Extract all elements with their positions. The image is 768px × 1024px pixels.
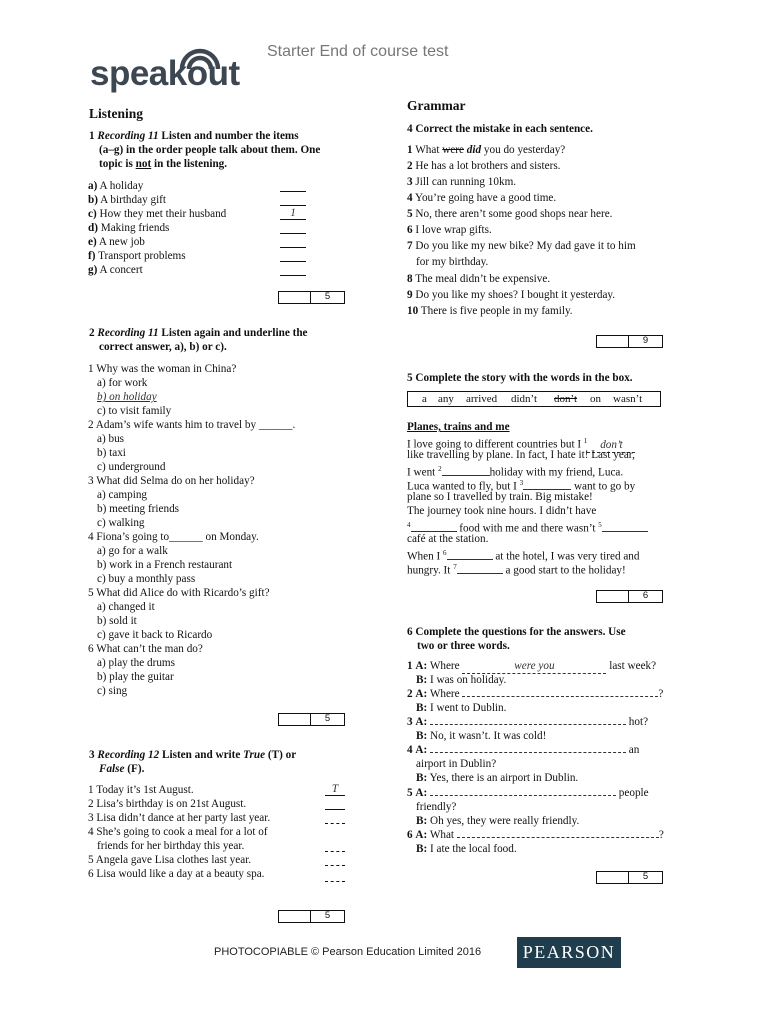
q6-a-3: 3 A: hot? (407, 716, 649, 728)
q4-item-7-cont: for my birthday. (416, 256, 489, 268)
q2-option[interactable]: c) to visit family (97, 405, 172, 417)
listening-heading: Listening (89, 106, 144, 121)
q1-item-a: a) A holiday (88, 180, 144, 192)
q6-answer-4[interactable] (430, 752, 626, 753)
q6-b-4: B: Yes, there is an airport in Dublin. (416, 772, 579, 784)
q6-b-3: B: No, it wasn’t. It was cold! (416, 730, 547, 742)
logo-part-speak: speak (90, 54, 187, 93)
q2-option[interactable]: c) gave it back to Ricardo (97, 629, 213, 641)
q6-a-2: 2 A: Where ? (407, 688, 664, 700)
q3-item-3: 3 Lisa didn’t dance at her party last year. (88, 812, 271, 824)
q4-item-4: 4 You’re going have a good time. (407, 192, 557, 204)
q6-answer-1[interactable]: were you (462, 659, 606, 674)
q2-option[interactable]: a) changed it (97, 601, 155, 613)
q2-option[interactable]: b) meeting friends (97, 503, 180, 515)
q2-option[interactable]: a) bus (97, 433, 125, 445)
q1-answer-g[interactable] (280, 263, 306, 276)
word-box-word: a (422, 393, 427, 405)
q4-item-10: 10 There is five people in my family. (407, 305, 573, 317)
q6-answer-6[interactable] (457, 837, 659, 838)
q2-option[interactable]: a) play the drums (97, 657, 175, 669)
q2-instructions: 2 Recording 11 Listen again and underline the correct answer, a), b) or c). (89, 327, 308, 353)
q2-option[interactable]: c) underground (97, 461, 166, 473)
word-box-word: any (438, 393, 454, 405)
test-title: Starter End of course test (267, 43, 449, 60)
q3-answer-2[interactable] (325, 797, 345, 810)
q2-score-box: 5 (278, 713, 345, 726)
logo-part-o: o (186, 54, 208, 93)
q2-option[interactable]: b) sold it (97, 615, 137, 627)
q3-item-4: 4 She’s going to cook a meal for a lot of (88, 826, 268, 838)
q4-score-box: 9 (596, 335, 663, 348)
q6-b-2: B: I went to Dublin. (416, 702, 507, 714)
q6-a-6: 6 A: What ? (407, 829, 664, 841)
q4-item-9: 9 Do you like my shoes? I bought it yesterday. (407, 289, 616, 301)
word-box-word: arrived (466, 393, 498, 405)
q2-option-underlined[interactable]: b) on holiday (97, 391, 157, 403)
q2-option[interactable]: b) play the guitar (97, 671, 174, 683)
q6-a-4-cont: airport in Dublin? (416, 758, 497, 770)
q4-item-6: 6 I love wrap gifts. (407, 224, 492, 236)
q5-instructions: 5 Complete the story with the words in the box. (407, 372, 633, 384)
q6-answer-3[interactable] (430, 724, 626, 725)
q5-word-box (407, 391, 661, 407)
q4-item-5: 5 No, there aren’t some good shops near here. (407, 208, 613, 220)
story-line: hungry. It $^7$ a good start to the holiday! (407, 563, 626, 577)
q6-a-5: 5 A: people (407, 787, 649, 799)
q6-instructions: 6 Complete the questions for the answers. Use two or three words. (407, 626, 626, 652)
story-title: Planes, trains and me (407, 421, 510, 433)
q6-score-box: 5 (596, 871, 663, 884)
q1-item-f: f) Transport problems (88, 250, 186, 262)
q4-item-8: 8 The meal didn’t be expensive. (407, 273, 551, 285)
q3-instructions: 3 Recording 12 Listen and write True (T) or False (F). (89, 749, 297, 775)
word-box-word-struck: don’t (554, 393, 578, 405)
q6-answer-2[interactable] (462, 696, 658, 697)
q3-answer-1[interactable]: T (325, 783, 345, 796)
q4-example: 1 What were did you do yesterday? (407, 144, 566, 156)
q6-answer-5[interactable] (430, 795, 616, 796)
q2-option[interactable]: c) buy a monthly pass (97, 573, 196, 585)
q2-question-3: 3 What did Selma do on her holiday? (88, 475, 255, 487)
story-gap-7[interactable] (457, 573, 503, 574)
copyright-notice: PHOTOCOPIABLE © Pearson Education Limited 2016 (214, 946, 482, 958)
q2-question-5: 5 What did Alice do with Ricardo’s gift? (88, 587, 270, 599)
q4-item-2: 2 He has a lot brothers and sisters. (407, 160, 561, 172)
story-line: like travelling by plane. In fact, I hate it! Last year, (407, 449, 635, 461)
q3-item-1: 1 Today it’s 1st August. (88, 784, 194, 796)
story-line: The journey took nine hours. I didn’t have (407, 505, 597, 517)
q1-item-d: d) Making friends (88, 222, 170, 234)
logo-wordmark (90, 54, 240, 94)
q2-question-2: 2 Adam’s wife wants him to travel by ______. (88, 419, 296, 431)
q6-a-5-cont: friendly? (416, 801, 457, 813)
q2-option[interactable]: c) walking (97, 517, 145, 529)
q1-score-box: 5 (278, 291, 345, 304)
q3-item-6: 6 Lisa would like a day at a beauty spa. (88, 868, 265, 880)
story-gap-5[interactable] (602, 531, 648, 532)
story-line: I went $^2$ holiday with my friend, Luca. (407, 465, 624, 479)
q6-b-5: B: Oh yes, they were really friendly. (416, 815, 580, 827)
story-line: $^4$ food with me and there wasn’t $^5$ (407, 518, 648, 536)
q2-question-4: 4 Fiona’s going to______ on Monday. (88, 531, 259, 543)
q1-answer-e[interactable] (280, 235, 306, 248)
q1-item-g: g) A concert (88, 264, 143, 276)
q1-answer-c[interactable]: 1 (280, 207, 306, 220)
q1-answer-b[interactable] (280, 193, 306, 206)
q1-item-e: e) A new job (88, 236, 145, 248)
q2-option[interactable]: c) sing (97, 685, 128, 697)
q3-item-2: 2 Lisa’s birthday is on 21st August. (88, 798, 247, 810)
q6-a-1: 1 A: Where were you last week? (407, 660, 657, 672)
story-line: café at the station. (407, 533, 489, 545)
q6-b-6: B: I ate the local food. (416, 843, 517, 855)
q3-item-4-cont: friends for her birthday this year. (97, 840, 245, 852)
story-line: Luca wanted to fly, but I $^3$ want to go by (407, 479, 636, 493)
pearson-logo: PEARSON (517, 937, 621, 968)
q2-question-1: 1 Why was the woman in China? (88, 363, 237, 375)
story-line: I love going to different countries but I $^1$ don’t (407, 434, 635, 453)
q2-option[interactable]: b) taxi (97, 447, 126, 459)
q6-a-4: 4 A: an (407, 744, 640, 756)
q4-item-3: 3 Jill can running 10km. (407, 176, 517, 188)
story-gap-1[interactable]: don’t (587, 438, 635, 453)
q1-answer-a[interactable] (280, 179, 306, 192)
grammar-heading: Grammar (407, 98, 466, 113)
q1-instructions: 1 Recording 11 Listen and number the items (a–g) in the order people talk about them. One topic is not in the listening. (89, 130, 321, 170)
q2-question-6: 6 What can’t the man do? (88, 643, 203, 655)
q3-answer-6[interactable] (325, 869, 345, 882)
q6-b-1: B: I was on holiday. (416, 674, 507, 686)
q4-instructions: 4 Correct the mistake in each sentence. (407, 123, 593, 135)
story-line: When I $^6$ at the hotel, I was very tired and (407, 549, 640, 563)
q3-answer-3[interactable] (325, 811, 345, 824)
word-box-word: on (590, 393, 601, 405)
q2-option[interactable]: a) for work (97, 377, 148, 389)
q4-item-7: 7 Do you like my new bike? My dad gave it to him (407, 240, 636, 252)
logo-part-ut: ut (207, 54, 240, 93)
q1-answer-f[interactable] (280, 249, 306, 262)
q3-answer-5[interactable] (325, 853, 345, 866)
q1-item-b: b) A birthday gift (88, 194, 167, 206)
q2-option[interactable]: a) go for a walk (97, 545, 168, 557)
q2-option[interactable]: a) camping (97, 489, 148, 501)
word-box-word: didn’t (511, 393, 538, 405)
story-line: plane so I travelled by train. Big mistake! (407, 491, 593, 503)
q1-answer-d[interactable] (280, 221, 306, 234)
q5-score-box: 6 (596, 590, 663, 603)
q1-item-c: c) How they met their husband (88, 208, 227, 220)
q3-score-box: 5 (278, 910, 345, 923)
q3-answer-4[interactable] (325, 839, 345, 852)
q2-option[interactable]: b) work in a French restaurant (97, 559, 233, 571)
q3-item-5: 5 Angela gave Lisa clothes last year. (88, 854, 252, 866)
word-box-word: wasn’t (613, 393, 643, 405)
